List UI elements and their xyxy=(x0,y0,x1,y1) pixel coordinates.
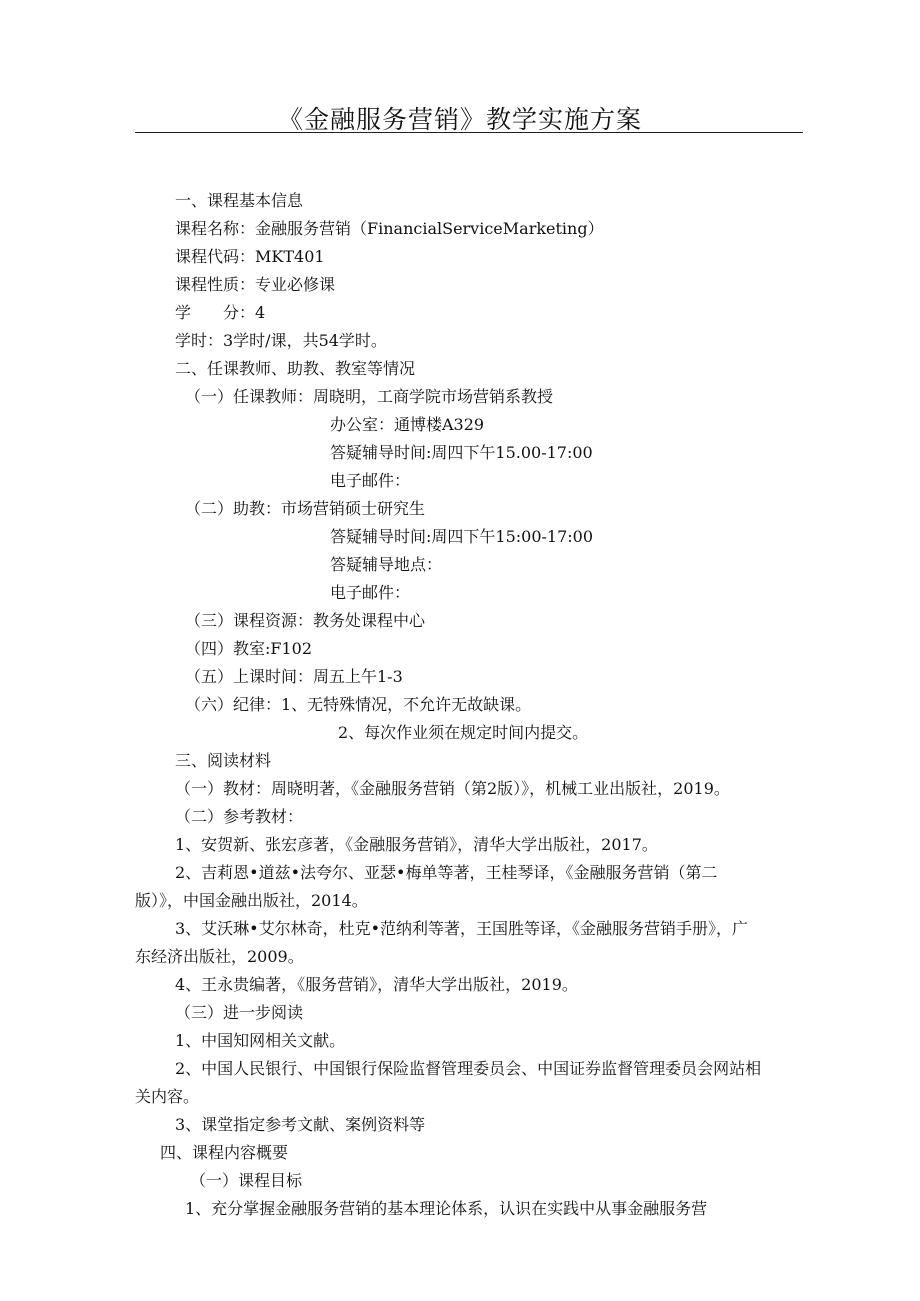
reference-1: 1、安贺新、张宏彦著，《金融服务营销》，清华大学出版社，2017。 xyxy=(175,835,658,854)
course-credit: 学 分：4 xyxy=(175,303,266,322)
title-underline xyxy=(135,132,803,133)
teacher-email: 电子邮件： xyxy=(330,471,411,490)
section-4-heading: 四、课程内容概要 xyxy=(160,1143,289,1162)
further-reading-heading: （三）进一步阅读 xyxy=(175,1003,304,1022)
ta-info: （二）助教：市场营销硕士研究生 xyxy=(185,499,426,518)
class-time: （五）上课时间：周五上午1-3 xyxy=(185,667,403,686)
textbook: （一）教材：周晓明著，《金融服务营销（第2版）》，机械工业出版社，2019。 xyxy=(175,779,730,798)
course-code: 课程代码：MKT401 xyxy=(175,247,325,266)
course-goal-1: 1、充分掌握金融服务营销的基本理论体系，认识在实践中从事金融服务营 xyxy=(185,1199,708,1218)
teacher-office: 办公室：通博楼A329 xyxy=(330,415,485,434)
reference-4: 4、王永贵编著，《服务营销》，清华大学出版社，2019。 xyxy=(175,975,578,994)
discipline-rule-1: （六）纪律：1、无特殊情况，不允许无故缺课。 xyxy=(185,695,532,714)
section-1-heading: 一、课程基本信息 xyxy=(175,191,304,210)
discipline-rule-2: 2、每次作业须在规定时间内提交。 xyxy=(338,723,589,742)
course-nature: 课程性质：专业必修课 xyxy=(175,275,336,294)
reference-heading: （二）参考教材： xyxy=(175,807,304,826)
teacher-info: （一）任课教师：周晓明，工商学院市场营销系教授 xyxy=(185,387,554,406)
further-reading-2-line-1: 2、中国人民银行、中国银行保险监督管理委员会、中国证券监督管理委员会网站相 xyxy=(175,1059,762,1078)
reference-3-line-2: 东经济出版社，2009。 xyxy=(135,947,304,966)
further-reading-2-line-2: 关内容。 xyxy=(135,1087,200,1106)
further-reading-1: 1、中国知网相关文献。 xyxy=(175,1031,346,1050)
section-3-heading: 三、阅读材料 xyxy=(175,751,272,770)
course-resources: （三）课程资源：教务处课程中心 xyxy=(185,611,426,630)
ta-email: 电子邮件： xyxy=(330,583,411,602)
teacher-office-hours: 答疑辅导时间:周四下午15.00-17:00 xyxy=(330,443,593,462)
classroom: （四）教室:F102 xyxy=(185,639,313,658)
reference-3-line-1: 3、艾沃琳•艾尔林奇，杜克•范纳利等著，王国胜等译，《金融服务营销手册》，广 xyxy=(175,919,749,938)
course-hours: 学时：3学时/课，共54学时。 xyxy=(175,331,387,350)
course-goal-heading: （一）课程目标 xyxy=(190,1171,303,1190)
course-name: 课程名称：金融服务营销（FinancialServiceMarketing） xyxy=(175,219,604,238)
ta-office-place: 答疑辅导地点： xyxy=(330,555,443,574)
section-2-heading: 二、任课教师、助教、教室等情况 xyxy=(175,359,416,378)
reference-2-line-2: 版）》，中国金融出版社，2014。 xyxy=(135,891,368,910)
reference-2-line-1: 2、吉莉恩•道兹•法夸尔、亚瑟•梅单等著，王桂琴译，《金融服务营销（第二 xyxy=(175,863,718,882)
document-title: 《金融服务营销》教学实施方案 xyxy=(277,105,642,134)
ta-office-hours: 答疑辅导时间:周四下午15:00-17:00 xyxy=(330,527,594,546)
further-reading-3: 3、课堂指定参考文献、案例资料等 xyxy=(175,1115,426,1134)
